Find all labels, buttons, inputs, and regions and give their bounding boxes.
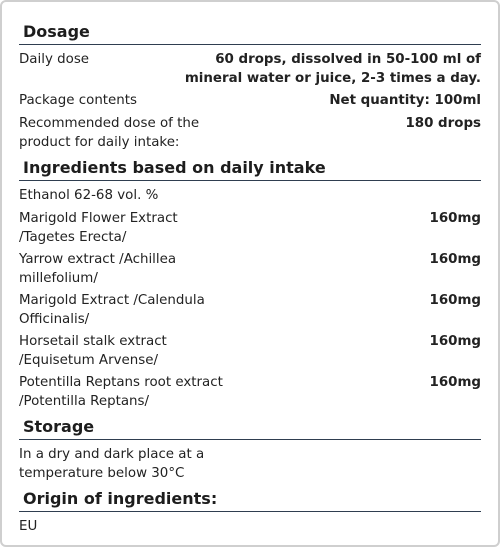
dosage-row-package-contents [19, 91, 481, 110]
ingredients-title: Ingredients based on daily intake [23, 158, 326, 177]
row-label: Marigold Extract /Calendula Officinalis/ [19, 293, 205, 327]
ingredient-row-marigold-flower [19, 209, 481, 247]
row-label: Marigold Flower Extract /Tagetes Erecta/ [19, 211, 178, 245]
storage-divider [19, 439, 481, 440]
dosage-row-daily-dose [19, 50, 481, 88]
dosage-row-recommended-dose [19, 114, 481, 152]
ingredient-row-potentilla [19, 373, 481, 411]
row-value: 160mg [429, 252, 481, 267]
dosage-title: Dosage [23, 22, 90, 41]
storage-title: Storage [23, 417, 95, 436]
row-label: Horsetail stalk extract /Equisetum Arvense/ [19, 334, 167, 368]
origin-divider [19, 511, 481, 512]
ingredient-row-ethanol [19, 186, 481, 205]
row-value: 180 drops [405, 116, 481, 131]
row-label: Daily dose [19, 52, 90, 67]
origin-row [19, 517, 481, 536]
row-value: 60 drops, dissolved in 50-100 ml of mineral water or juice, 2-3 times a day. [184, 52, 481, 86]
row-label: Potentilla Reptans root extract /Potentilla Reptans/ [19, 375, 223, 409]
row-value: 160mg [429, 375, 481, 390]
row-label: In a dry and dark place at a temperature below 30°C [19, 447, 205, 481]
dosage-divider [19, 44, 481, 45]
row-label: EU [19, 519, 38, 534]
row-value: 160mg [429, 211, 481, 226]
ingredient-row-horsetail [19, 332, 481, 370]
row-label: Yarrow extract /Achillea millefolium/ [19, 252, 177, 286]
origin-title: Origin of ingredients: [23, 489, 218, 508]
row-label: Recommended dose of the product for daily intake: [19, 116, 200, 150]
row-value: 160mg [429, 334, 481, 349]
row-value: 160mg [429, 293, 481, 308]
ingredients-divider [19, 180, 481, 181]
ingredient-row-calendula [19, 291, 481, 329]
row-value: Net quantity: 100ml [329, 93, 481, 108]
ingredient-row-yarrow [19, 250, 481, 288]
row-label: Ethanol 62-68 vol. % [19, 188, 159, 203]
storage-row [19, 445, 481, 483]
row-label: Package contents [19, 93, 138, 108]
